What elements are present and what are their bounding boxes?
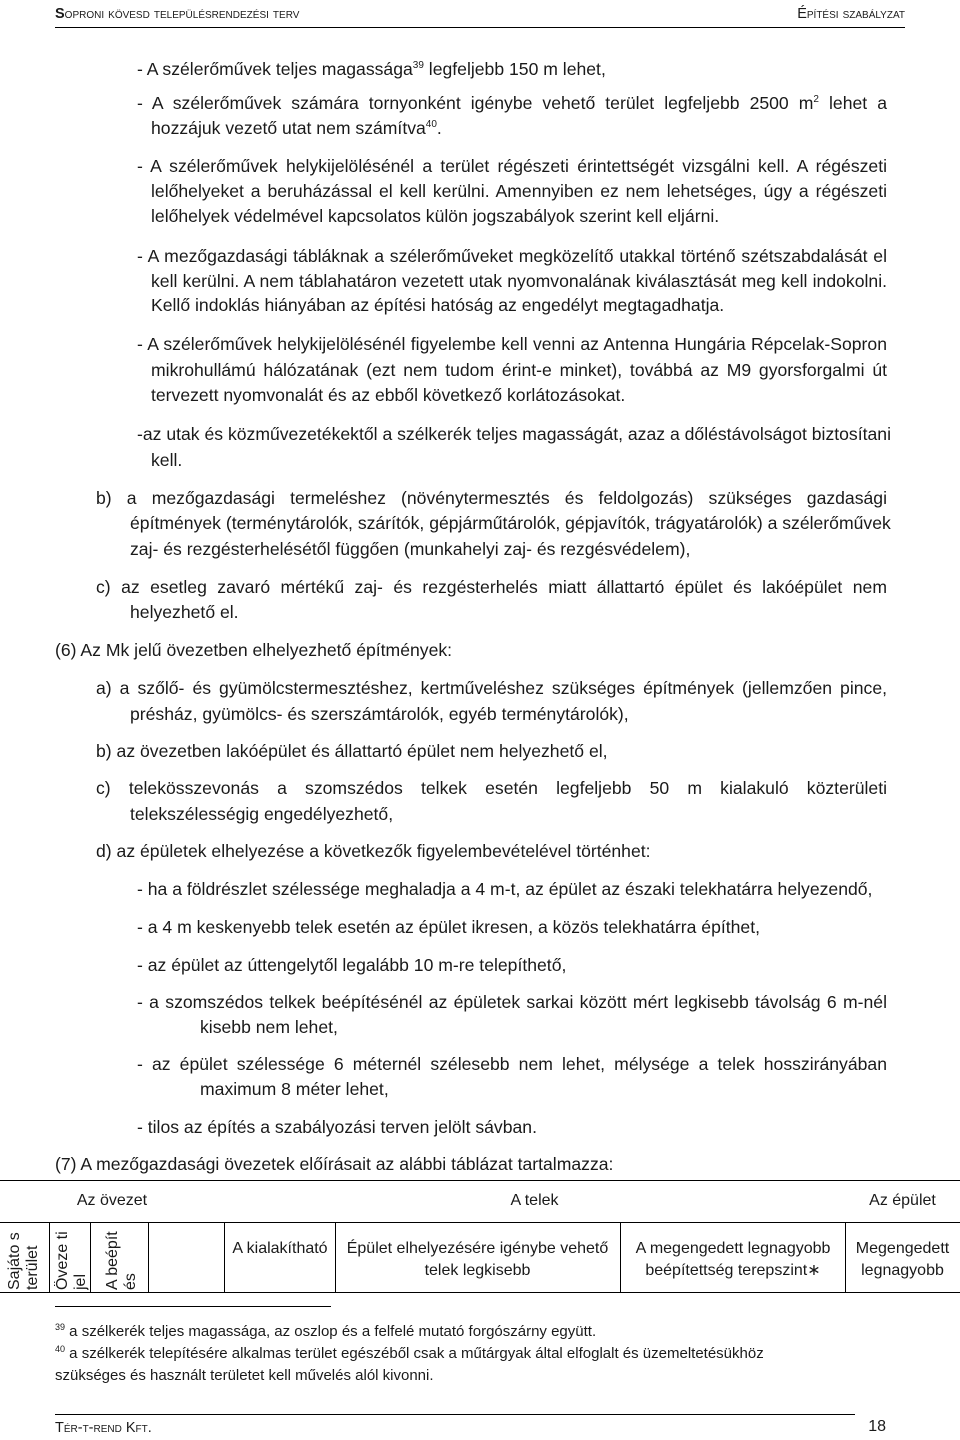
text-line: c) az esetleg zavaró mértékű zaj- és rezgésterhelés miatt állattartó épület és lakóépület nem [96,577,887,597]
table-group-header: A telek [510,1192,559,1209]
table-col-divider [620,1222,621,1292]
table-col-header: Megengedett legnagyobb [855,1240,950,1279]
table-vertical-header: Sajáto s terület [6,1232,41,1290]
page-number: 18 [868,1418,886,1435]
footnote-39: $^{39}$ a szélkerék teljes magassága, az oszlop és a felfelé mutató forgószárny együtt. [55,1322,597,1340]
text-line: zaj- és rezgésterhelésétől függően (munkahelyi zaj- és rezgésvédelem), [130,539,691,559]
section-heading: (6) Az Mk jelű övezetben elhelyezhető építmények: [55,640,453,660]
header-section-title: Építési szabályzat [797,6,905,22]
text-line: kell. [151,450,183,470]
table-col-header: Épület elhelyezésére igénybe vehető telek legkisebb [346,1240,609,1279]
text-line: - a 4 m keskenyebb telek esetén az épület ikresen, a közös telekhatárra építhet, [137,917,760,937]
text-line: helyezhető el. [130,602,239,622]
text-line: a) a szőlő- és gyümölcstermesztéshez, kertműveléshez szükséges építmények (jellemzően pince, [96,678,887,698]
footnote-40: $^{40}$ a szélkerék telepítésére alkalmas terület egészéből csak a műtárgyak által elfoglalt és üzemeltetésükhöz [55,1344,764,1362]
text-line: b) a mezőgazdasági termeléshez (növénytermesztés és feldolgozás) szükséges gazdasági [96,488,887,508]
section-heading: (7) A mezőgazdasági övezetek előírásait az alábbi táblázat tartalmazza: [55,1154,614,1174]
page-header [55,4,905,28]
text-line: telekszélességig engedélyezhető, [130,804,394,824]
table-col-divider [90,1222,91,1292]
table-border-top [0,1180,960,1181]
text-line: d) az épületek elhelyezése a következők figyelembevételével történhet: [96,841,651,861]
header-title-text: oproni kövesd településrendezési terv [64,6,300,22]
table-col-divider [335,1222,336,1292]
text-line: - a szomszédos telkek beépítésénél az épületek sarkai között mért legkisebb távolság 6 m-nél [137,992,887,1012]
text-line: maximum 8 méter lehet, [200,1079,389,1099]
footnote-40-continued: szükséges és használt területet kell művelés alól kivonni. [55,1367,434,1384]
text-line: Kellő indoklás hiányában az építési hatóság az engedélyt megtagadhatja. [151,295,725,315]
footnote-number: 40 [55,1344,66,1354]
footnote-ref: 39 [412,60,424,72]
table-col-divider [49,1222,50,1292]
footer-separator [55,1414,855,1415]
regulation-table [0,1180,960,1294]
text-line: - ha a földrészlet szélessége meghaladja a 4 m-t, az épület az északi telekhatárra helyezendő, [137,879,873,899]
table-group-header: Az épület [869,1192,936,1209]
text-line: - tilos az építés a szabályozási terven jelölt sávban. [137,1117,537,1137]
table-group-header: Az övezet [76,1192,148,1209]
text-line: - A szélerőművek számára tornyonként igénybe vehető terület legfeljebb 2500 $m^2$ lehet a [137,93,887,113]
table-vertical-header: Öveze ti jel [54,1231,89,1290]
footnote-separator [55,1306,331,1307]
text-line: c) telekösszevonás a szomszédos telkek esetén legfeljebb 50 m kialakuló közterületi [96,778,887,798]
footer-company: Tér-t-rend Kft. [55,1420,152,1436]
text-line: hozzájuk vezető utat nem számítva$^{40}$. [151,118,442,138]
text-line: lelőhelyek védelmével kapcsolatos külön jogszabályok szerint kell eljárni. [151,206,720,226]
table-col-header: A kialakítható [232,1240,328,1257]
text-line: mikrohullámú hálózatának (ezt nem tudom érint-e minket), továbbá az M9 gyorsforgalmi út [151,360,887,380]
text-line: -az utak és közművezetékektől a szélkerék teljes magasságát, azaz a dőléstávolságot biztosítani [137,424,891,444]
text-line: b) az övezetben lakóépület és állattartó épület nem helyezhető el, [96,741,608,761]
table-vertical-header: A beépít és [104,1231,139,1290]
table-col-divider [845,1222,846,1292]
text-line: - az épület az úttengelytől legalább 10 m-re telepíthető, [137,955,567,975]
footnote-ref: 40 [425,119,437,131]
header-title-first: S [55,6,65,22]
text-line: - A mezőgazdasági tábláknak a szélerőműveket megközelítő utakkal történő szétszabdalását el [137,246,887,266]
table-border-bottom [0,1292,960,1293]
table-col-header: A megengedett legnagyobb beépítettség terepszint∗ [635,1240,831,1279]
text-line: tervezett nyomvonalát és az ebből következő korlátozásokat. [151,385,626,405]
text-line: kisebb nem lehet, [200,1017,338,1037]
header-title [55,6,299,22]
text-line: kell kerülni. A nem táblahatáron vezetett utak nyomvonalának kiválasztását meg kell indokolni. [151,271,887,291]
text-line: - A szélerőművek teljes magassága$^{39}$ legfeljebb 150 m lehet, [137,59,606,79]
table-border-mid [0,1222,960,1223]
footnote-number: 39 [55,1322,66,1332]
text-line: - A szélerőművek helykijelölésénél a terület régészeti érintettségét vizsgálni kell. A régészeti [137,156,887,176]
text-line: - A szélerőművek helykijelölésénél figyelembe kell venni az Antenna Hungária Répcelak-Sopron [137,334,887,354]
text-line: építmények (terménytárolók, szárítók, gépjárműtárolók, gépjavítók, trágyatárolók) a szélerőművek [130,513,891,533]
table-col-divider [148,1222,149,1292]
footnote-ref: 2 [813,94,819,106]
text-line: présház, gyümölcs- és szerszámtárolók, egyéb terménytárolók), [130,704,629,724]
text-line: - az épület szélessége 6 méternél szélesebb nem lehet, mélysége a telek hosszirányában [137,1054,887,1074]
text-line: lelőhelyeket a beruházással el kell kerülni. Amennyiben ez nem lehetséges, úgy a régészeti [151,181,887,201]
table-col-divider [224,1222,225,1292]
